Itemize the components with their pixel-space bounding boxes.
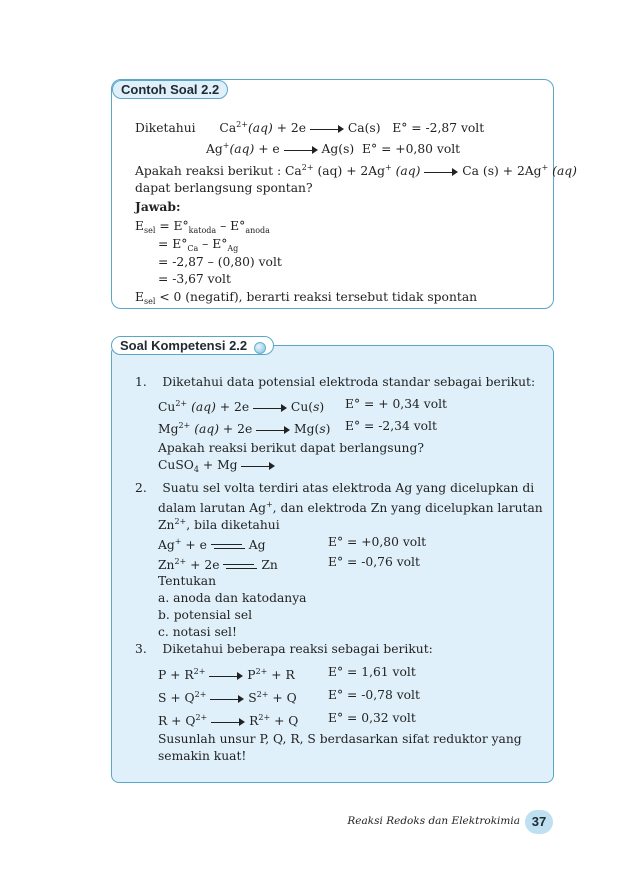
q2-b: b. potensial sel bbox=[158, 608, 253, 622]
conclusion-line: $E_{sel} < 0$ (negatif), berarti reaksi tersebut tidak spontan bbox=[135, 290, 478, 306]
q3-r2-potential: E° = -0,78 volt bbox=[328, 688, 420, 702]
esel-line-1: $E_{sel} = E^\circ_{katoda} - E^\circ_{anoda}$ bbox=[135, 219, 270, 235]
q1-reaction-1: $Cu^{2+}$ (aq) + 2e Cu(s) bbox=[158, 399, 325, 414]
arrow-icon bbox=[209, 671, 243, 681]
q3-r1-potential: E° = 1,61 volt bbox=[328, 665, 416, 679]
q1-line: 1. Diketahui data potensial elektroda standar sebagai berikut: bbox=[135, 375, 536, 389]
arrow-icon bbox=[310, 124, 344, 134]
q3-reaction-2: $S + Q^{2+}$ $S^{2+} + Q$ bbox=[158, 690, 297, 705]
q3-reaction-1: $P + R^{2+}$ $P^{2+} + R$ bbox=[158, 667, 295, 682]
q1-r2-potential: E° = -2,34 volt bbox=[345, 419, 437, 433]
arrow-icon bbox=[253, 403, 287, 413]
q2-r1-potential: E° = +0,80 volt bbox=[328, 535, 427, 549]
arrow-icon bbox=[424, 167, 458, 177]
answer-heading: Jawab: bbox=[135, 199, 181, 214]
q2-line-3: $Zn^{2+}$, bila diketahui bbox=[158, 517, 280, 532]
q1-r1-potential: E° = + 0,34 volt bbox=[345, 397, 447, 411]
arrow-icon bbox=[241, 461, 275, 471]
question-line: Apakah reaksi berikut : $Ca^{2+}$ (aq) + 2Ag+ (aq) Ca (s) + 2Ag+ (aq) bbox=[135, 163, 577, 178]
question-line-2: dapat berlangsung spontan? bbox=[135, 181, 313, 195]
equilibrium-icon bbox=[211, 541, 245, 551]
footer-title: Reaksi Redoks dan Elektrokimia bbox=[347, 815, 520, 827]
q2-c: c. notasi sel! bbox=[158, 625, 237, 639]
reaction-line-1: Diketahui $Ca^{2+}(aq) + 2e$ Ca(s) E° = -2,87 volt bbox=[135, 120, 485, 135]
arrow-icon bbox=[256, 425, 290, 435]
q1-reaction-2: $Mg^{2+}$ (aq) + 2e Mg(s) bbox=[158, 421, 331, 436]
q3-r3-potential: E° = 0,32 volt bbox=[328, 711, 416, 725]
bullet-icon bbox=[254, 342, 266, 354]
q1-reaction-ask: CuSO$_4$ + Mg bbox=[158, 457, 275, 478]
q2-reaction-2: $Zn^{2+} + 2e$ Zn bbox=[158, 557, 278, 572]
page-number: 37 bbox=[525, 810, 553, 834]
equilibrium-icon bbox=[223, 561, 257, 571]
q2-tentukan: Tentukan bbox=[158, 574, 217, 588]
example-tab: Contoh Soal 2.2 bbox=[112, 80, 228, 99]
esel-line-4: = -3,67 volt bbox=[158, 272, 231, 286]
q2-line-1: 2. Suatu sel volta terdiri atas elektroda Ag yang dicelupkan di bbox=[135, 481, 535, 495]
arrow-icon bbox=[211, 717, 245, 727]
esel-line-3: = -2,87 – (0,80) volt bbox=[158, 255, 282, 269]
esel-line-2: = $E^\circ_{Ca} - E^\circ_{Ag}$ bbox=[158, 237, 239, 253]
arrow-icon bbox=[210, 694, 244, 704]
q1-ask: Apakah reaksi berikut dapat berlangsung? bbox=[158, 441, 424, 455]
q2-reaction-1: Ag+ + e Ag bbox=[158, 537, 266, 552]
competency-tab: Soal Kompetensi 2.2 bbox=[111, 336, 274, 355]
q3-line: 3. Diketahui beberapa reaksi sebagai berikut: bbox=[135, 642, 433, 656]
q2-line-2: dalam larutan Ag+, dan elektroda Zn yang dicelupkan larutan bbox=[158, 500, 543, 515]
q3-line-2: semakin kuat! bbox=[158, 749, 247, 763]
arrow-icon bbox=[284, 145, 318, 155]
q3-reaction-3: $R + Q^{2+}$ $R^{2+} + Q$ bbox=[158, 713, 299, 728]
q3-line-1: Susunlah unsur P, Q, R, S berdasarkan sifat reduktor yang bbox=[158, 732, 522, 746]
reaction-line-2: Ag+(aq) + e Ag(s) E° = +0,80 volt bbox=[206, 141, 461, 156]
q2-r2-potential: E° = -0,76 volt bbox=[328, 555, 420, 569]
q2-a: a. anoda dan katodanya bbox=[158, 591, 307, 605]
